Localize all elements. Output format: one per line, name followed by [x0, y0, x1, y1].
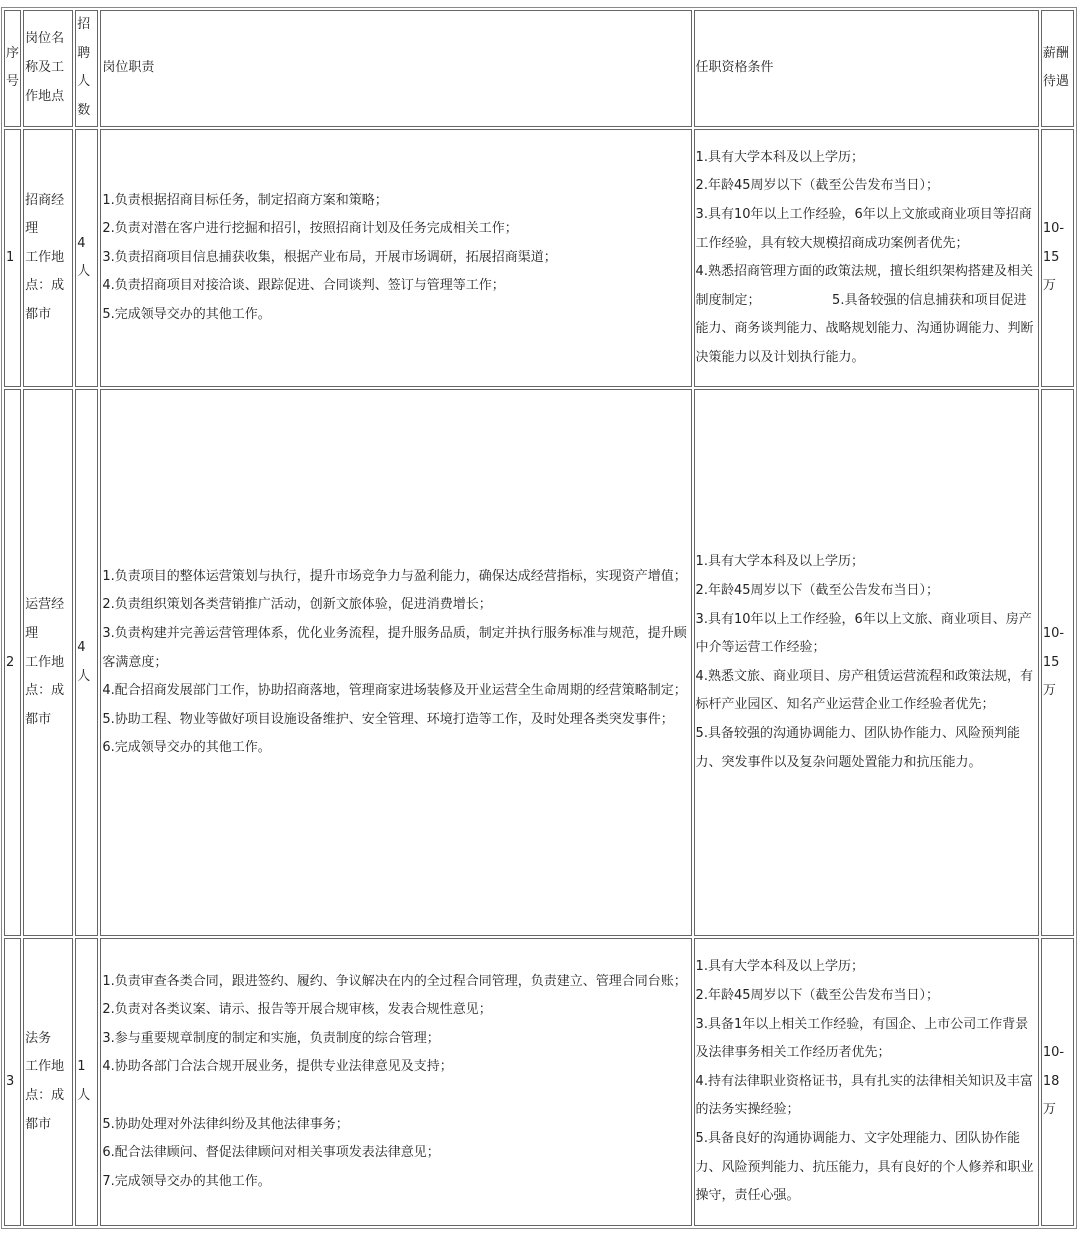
cell-line: 3.参与重要规章制度的制定和实施，负责制度的综合管理；	[102, 1030, 440, 1046]
cell-line: 5.具备较强的沟通协调能力、团队协作能力、风险预判能力、突发事件以及复杂问题处置能力和抗压能力。	[695, 725, 1020, 770]
position-title: 运营经理	[25, 597, 65, 641]
cell-line: 1.负责项目的整体运营策划与执行，提升市场竞争力与盈利能力，确保达成经营指标，实现资产增值；	[102, 568, 687, 584]
cell-line: 4.配合招商发展部门工作，协助招商落地，管理商家进场装修及开业运营全生命周期的经营策略制定；	[102, 683, 687, 699]
cell-line: 1.负责审查各类合同，跟进签约、履约、争议解决在内的全过程合同管理，负责建立、管理合同台账；	[102, 973, 687, 989]
cell-line: 7.完成领导交办的其他工作。	[102, 1173, 271, 1189]
header-position: 岗位名称及工作地点	[23, 10, 73, 127]
position-cell	[23, 389, 73, 936]
cell-line: 3.负责招商项目信息捕获收集，根据产业布局，开展市场调研，拓展招商渠道；	[102, 249, 557, 265]
header-salary: 薪酬待遇	[1041, 10, 1074, 127]
duties-cell	[100, 938, 691, 1226]
cell-line	[102, 1082, 689, 1111]
cell-line: 4.熟悉文旅、商业项目、房产租赁运营流程和政策法规，有标杆产业园区、知名产业运营企业工作经验者优先；	[695, 668, 1033, 713]
duties-cell	[100, 389, 691, 936]
position-title: 招商经理	[25, 192, 65, 237]
table-row	[4, 938, 1074, 1226]
cell-line: 5.完成领导交办的其他工作。	[102, 306, 271, 322]
position-cell	[23, 129, 73, 388]
position-location: 工作地点：成都市	[25, 249, 65, 322]
cell-line: 2.年龄45周岁以下（截至公告发布当日）；	[695, 987, 939, 1003]
row-index: 2	[4, 389, 21, 936]
position-title: 法务	[25, 1030, 52, 1046]
cell-line: 5.具备良好的沟通协调能力、文字处理能力、团队协作能力、风险预判能力、抗压能力，具有良好的个人修养和职业操守，责任心强。	[695, 1130, 1034, 1204]
position-location: 工作地点：成都市	[25, 654, 65, 727]
position-location: 工作地点：成都市	[25, 1059, 65, 1132]
recruitment-table	[1, 7, 1077, 1229]
headcount-cell: 1人	[75, 938, 98, 1226]
table-row	[4, 389, 1074, 936]
cell-line: 3.具有10年以上工作经验，6年以上文旅或商业项目等招商工作经验，具有较大规模招商成功案例者优先；	[695, 206, 1032, 251]
cell-line: 5.协助工程、物业等做好项目设施设备维护、安全管理、环境打造等工作，及时处理各类突发事件；	[102, 711, 674, 727]
headcount-cell: 4人	[75, 389, 98, 936]
salary-cell: 10-15万	[1041, 389, 1074, 936]
cell-line: 6.完成领导交办的其他工作。	[102, 740, 271, 756]
table-row	[4, 129, 1074, 388]
cell-line: 4.协助各部门合法合规开展业务，提供专业法律意见及支持；	[102, 1059, 453, 1075]
header-headcount: 招聘人数	[75, 10, 98, 127]
cell-line: 1.负责根据招商目标任务，制定招商方案和策略；	[102, 192, 388, 208]
header-index: 序号	[4, 10, 21, 127]
row-index: 3	[4, 938, 21, 1226]
cell-line: 3.负责构建并完善运营管理体系，优化业务流程，提升服务品质，制定并执行服务标准与规范，提升顾客满意度；	[102, 625, 687, 670]
position-cell	[23, 938, 73, 1226]
requirements-cell	[694, 389, 1039, 936]
duties-cell	[100, 129, 691, 388]
cell-line: 4.持有法律职业资格证书，具有扎实的法律相关知识及丰富的法务实操经验；	[695, 1073, 1033, 1118]
cell-line: 2.负责对各类议案、请示、报告等开展合规审核，发表合规性意见；	[102, 1002, 492, 1018]
salary-cell: 10-18万	[1041, 938, 1074, 1226]
cell-line: 3.具有10年以上工作经验，6年以上文旅、商业项目、房产中介等运营工作经验；	[695, 611, 1032, 656]
cell-line: 1.具有大学本科及以上学历；	[695, 149, 864, 165]
cell-line: 4.熟悉招商管理方面的政策法规，擅长组织架构搭建及相关制度制定； 5.具备较强的信息捕获和项目促进能力、商务谈判能力、战略规划能力、沟通协调能力、判断决策能力以及计划执行能力。	[695, 264, 1034, 365]
cell-line: 2.负责组织策划各类营销推广活动，创新文旅体验，促进消费增长；	[102, 597, 492, 613]
table-header-row	[4, 10, 1074, 127]
cell-line: 2.年龄45周岁以下（截至公告发布当日）；	[695, 583, 939, 599]
requirements-cell	[694, 129, 1039, 388]
requirements-cell	[694, 938, 1039, 1226]
cell-line: 2.年龄45周岁以下（截至公告发布当日）；	[695, 178, 939, 194]
cell-line: 3.具备1年以上相关工作经验，有国企、上市公司工作背景及法律事务相关工作经历者优先；	[695, 1016, 1029, 1061]
headcount-cell: 4人	[75, 129, 98, 388]
cell-line: 4.负责招商项目对接洽谈、跟踪促进、合同谈判、签订与管理等工作；	[102, 278, 505, 294]
salary-cell: 10-15万	[1041, 129, 1074, 388]
cell-line: 1.具有大学本科及以上学历；	[695, 554, 864, 570]
cell-line: 6.配合法律顾问、督促法律顾问对相关事项发表法律意见；	[102, 1145, 440, 1161]
cell-line: 1.具有大学本科及以上学历；	[695, 959, 864, 975]
cell-line: 5.协助处理对外法律纠纷及其他法律事务；	[102, 1116, 349, 1132]
header-duties: 岗位职责	[100, 10, 691, 127]
row-index: 1	[4, 129, 21, 388]
header-requirements: 任职资格条件	[694, 10, 1039, 127]
cell-line: 2.负责对潜在客户进行挖掘和招引，按照招商计划及任务完成相关工作；	[102, 221, 518, 237]
